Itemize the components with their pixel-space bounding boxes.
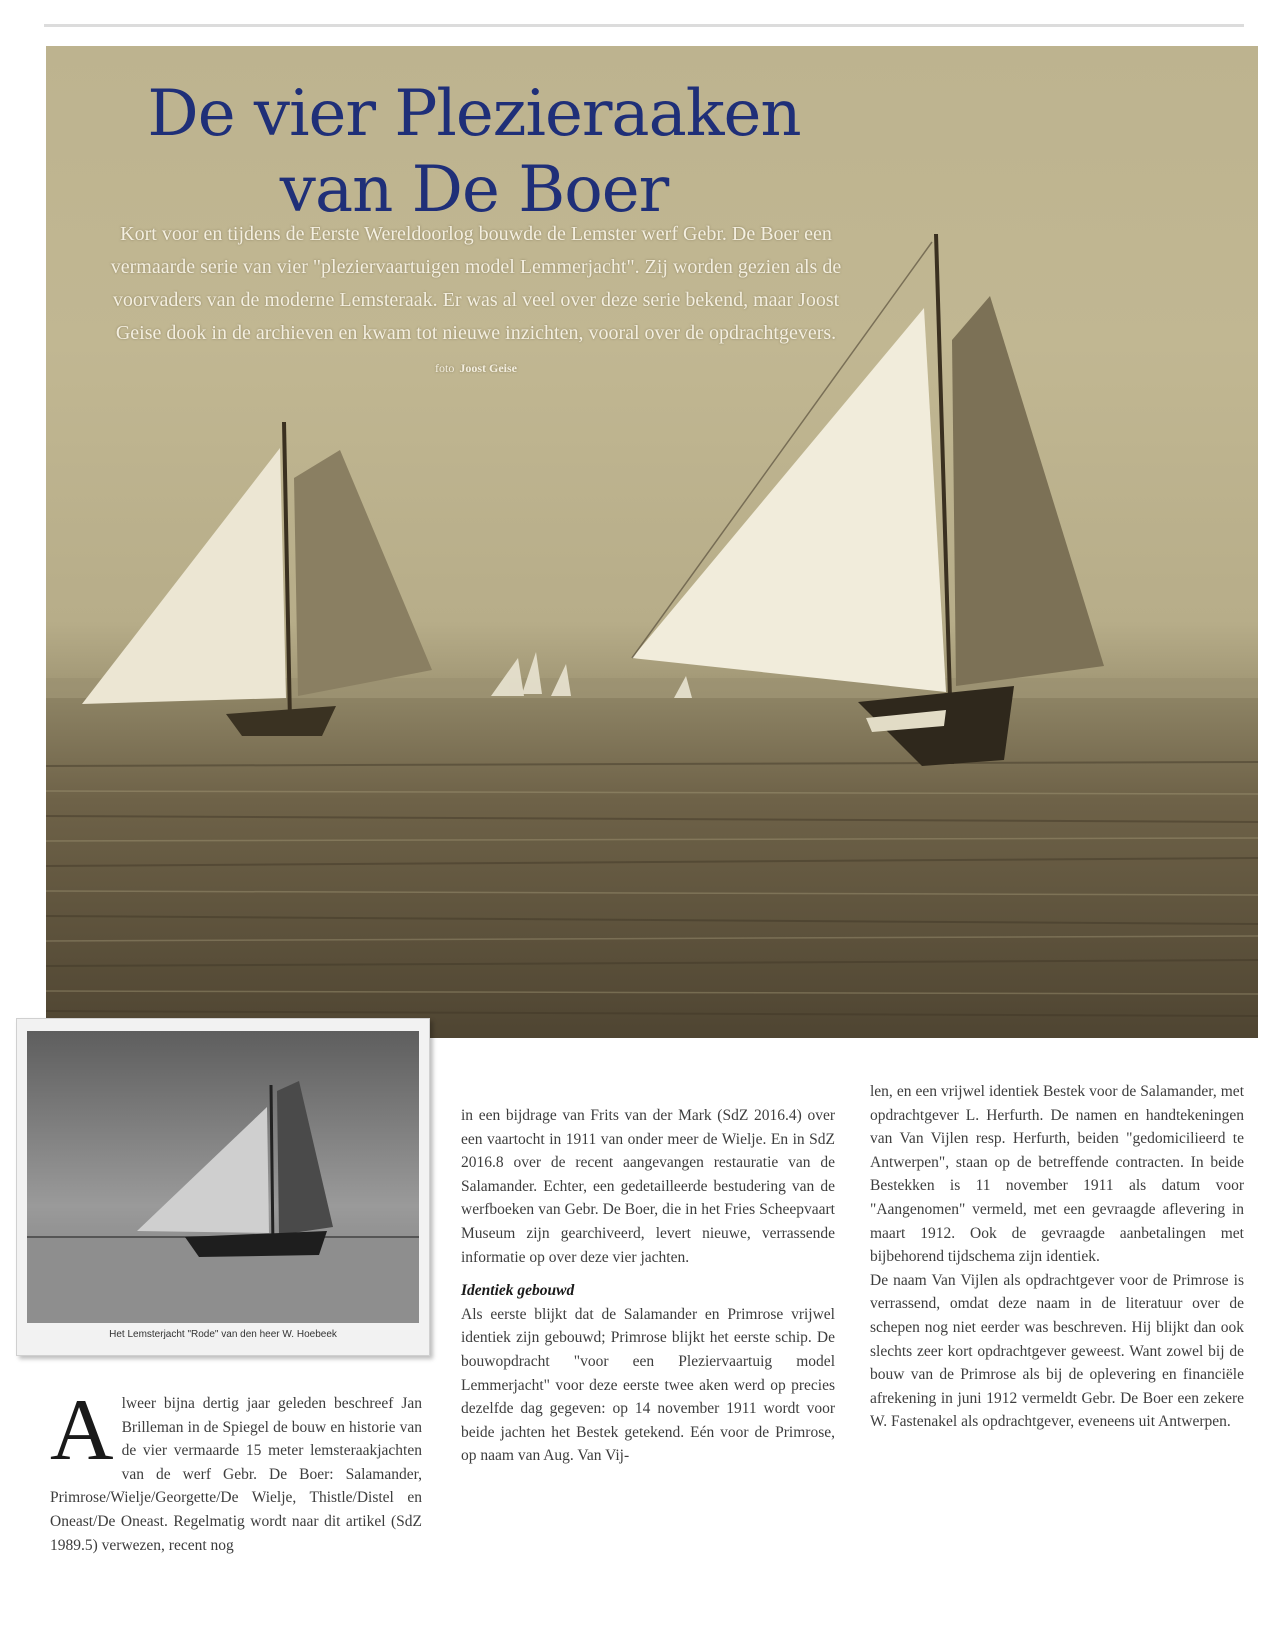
body-column-1	[50, 1382, 422, 1557]
col1-paragraph: lweer bijna dertig jaar geleden beschreef Jan Brilleman in de Spiegel de bouw en historie van de vier vermaarde 15 meter lemsteraakjachten van de werf Gebr. De Boer: Salamander, Primrose/Wielje/Georgette/De Wielje, Thistle/Distel en Oneast/De Oneast. Regelmatig wordt naar dit artikel (SdZ 1989.5) verwezen, recent nog	[50, 1395, 422, 1554]
col2-paragraph-2: Als eerste blijkt dat de Salamander en Primrose vrijwel identiek zijn gebouwd; Primrose blijkt het eerste schip. De bouwopdracht "voor een Pleziervaartuig model Lemmerjacht" voor deze eerste twee aken werd op precies dezelfde dag gegeven: op 14 november 1911 wordt voor beide jachten het Bestek getekend. Eén voor de Primrose, op naam van Aug. Van Vij-	[461, 1305, 835, 1465]
subheading: Identiek gebouwd	[461, 1282, 575, 1300]
article-title-line2: van De Boer	[279, 153, 669, 227]
inset-caption: Het Lemsterjacht "Rode" van den heer W. Hoebeek	[109, 1329, 337, 1340]
body-column-3	[870, 1080, 1244, 1434]
drop-cap: A	[50, 1382, 114, 1479]
article-title	[94, 76, 854, 228]
photo-credit-name: Joost Geise	[459, 361, 517, 375]
lead-text: Kort voor en tijdens de Eerste Wereldoorlog bouwde de Lemster werf Gebr. De Boer een vermaarde serie van vier "pleziervaartuigen model Lemmerjacht". Zij worden gezien als de voorvaders van de moderne Lemsteraak. Er was al veel over deze serie bekend, maar Joost Geise dook in de archieven en kwam tot nieuwe inzichten, vooral over de opdrachtgevers.	[110, 223, 842, 344]
col2-paragraph-1: in een bijdrage van Frits van der Mark (SdZ 2016.4) over een vaartocht in 1911 van onder meer de Wielje. En in SdZ 2016.8 over de recent aangevangen restauratie van de Salamander. Echter, een gedetailleerde bestudering van de werfboeken van Gebr. De Boer, die in het Fries Scheepvaart Museum zijn gearchiveerd, levert nieuwe, verrassende informatie op over deze vier jachten.	[461, 1107, 835, 1266]
inset-photo	[16, 1018, 430, 1356]
body-column-2	[461, 1104, 835, 1468]
article-lead	[106, 218, 846, 385]
col3-paragraph-2: De naam Van Vijlen als opdrachtgever voor de Primrose is verrassend, omdat deze naam in de literatuur over de schepen nog niet eerder was beschreven. Hij blijkt dan ook slechts zeer kort opdrachtgever geweest. Want zowel bij de bouw van de Primrose als bij de oplevering en financiële afrekening in juni 1912 vermeldt Gebr. De Boer een zekere W. Fastenakel als opdrachtgever, eveneens uit Antwerpen.	[870, 1271, 1244, 1431]
hero-photo	[46, 46, 1258, 1038]
top-rule	[44, 24, 1244, 27]
photo-credit-label: foto	[435, 361, 455, 375]
article-title-line1: De vier Plezieraaken	[147, 77, 801, 151]
inset-sailboat-image	[27, 1031, 419, 1323]
col3-paragraph-1: len, en een vrijwel identiek Bestek voor de Salamander, met opdrachtgever L. Herfurth. De namen en handtekeningen van Van Vijlen resp. Herfurth, beiden "gedomicilieerd te Antwerpen", staan op de betreffende contracten. In beide Bestekken is 11 november 1911 als datum voor "Aangenomen" vermeld, met een gevraagde aflevering in maart 1912. Ook de gevraagde aanbetalingen met bijbehorend tijdschema zijn identiek.	[870, 1083, 1244, 1266]
